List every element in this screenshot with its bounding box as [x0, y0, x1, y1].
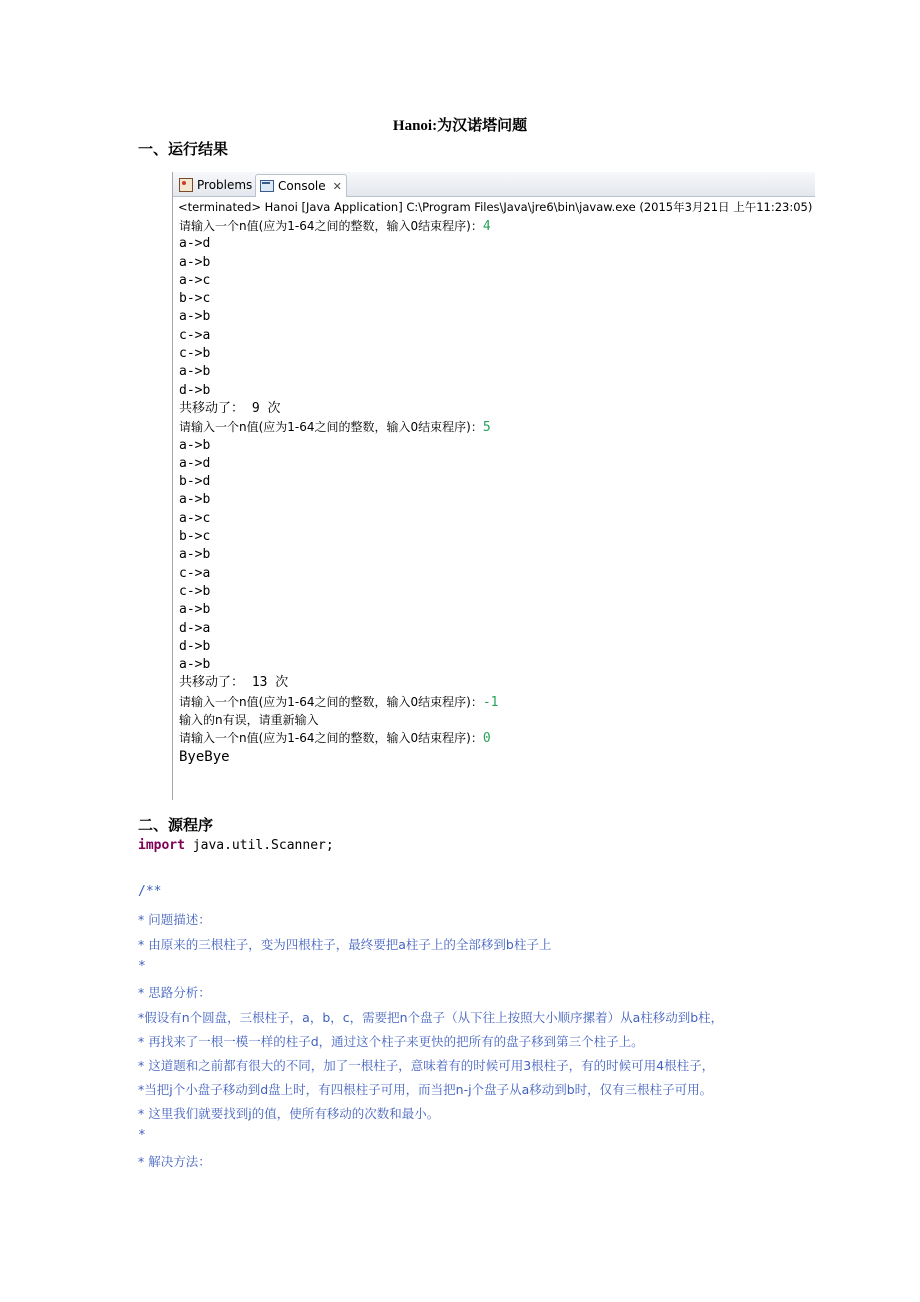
- console-status-line: <terminated> Hanoi [Java Application] C:\Program Files\Java\jre6\bin\javaw.exe (2015年3月21日 上午11:23:05): [178, 200, 813, 214]
- comment-line: * 这道题和之前都有很大的不同，加了一根柱子，意味着有的时候可用3根柱子，有的时候可用4根柱子，: [138, 1058, 715, 1073]
- comment-line: *: [138, 959, 146, 974]
- comment-line: * 问题描述：: [138, 912, 211, 927]
- user-input-value: -1: [482, 694, 499, 710]
- move-line: a->c: [179, 272, 211, 288]
- move-line: c->a: [179, 565, 211, 581]
- move-line: d->a: [179, 620, 211, 636]
- move-line: a->d: [179, 455, 211, 471]
- move-line: c->b: [179, 346, 211, 362]
- move-line: a->d: [179, 236, 211, 252]
- move-line: a->c: [179, 510, 211, 526]
- prompt-line: [179, 729, 499, 747]
- move-line: b->d: [179, 474, 211, 490]
- user-input-value: 4: [482, 219, 491, 234]
- user-input-value: 0: [482, 731, 491, 747]
- move-line: c->b: [179, 583, 211, 599]
- tab-console[interactable]: [255, 174, 347, 197]
- user-input-value: 5: [482, 420, 491, 436]
- console-icon: [260, 180, 274, 192]
- error-message-line: 输入的n有误，请重新输入: [179, 713, 319, 728]
- comment-line: *当把j个小盘子移动到d盘上时，有四根柱子可用，而当把n-j个盘子从a移动到b时，仅有三根柱子可用。: [138, 1082, 713, 1097]
- move-line: a->b: [179, 309, 211, 325]
- problems-icon: [179, 178, 193, 192]
- prompt-text: 请输入一个n值(应为1-64之间的整数，输入0结束程序)：: [179, 219, 483, 233]
- move-line: b->c: [179, 529, 211, 545]
- comment-line: * 解决方法：: [138, 1154, 211, 1169]
- tab-problems-label: Problems: [197, 178, 253, 192]
- prompt-text: 请输入一个n值(应为1-64之间的整数，输入0结束程序)：: [179, 731, 483, 746]
- move-line: d->b: [179, 638, 211, 654]
- close-icon[interactable]: ✕: [332, 179, 342, 193]
- section-heading-source: 二、源程序: [138, 816, 214, 834]
- prompt-text: 请输入一个n值(应为1-64之间的整数，输入0结束程序)：: [179, 420, 483, 435]
- import-keyword: import: [138, 838, 185, 853]
- prompt-line: [179, 217, 499, 235]
- comment-line: *: [138, 1128, 146, 1143]
- prompt-line: [179, 693, 499, 711]
- comment-line: * 由原来的三根柱子，变为四根柱子，最终要把a柱子上的全部移到b柱子上: [138, 937, 552, 952]
- move-line: a->b: [179, 602, 211, 618]
- move-line: b->c: [179, 291, 211, 307]
- comment-line: * 思路分析：: [138, 985, 211, 1000]
- move-line: a->b: [179, 657, 211, 673]
- bye-line: ByeBye: [179, 748, 230, 765]
- move-line: a->b: [179, 437, 211, 453]
- tab-console-label: Console: [278, 179, 326, 193]
- import-target: java.util.Scanner;: [184, 838, 334, 853]
- move-line: d->b: [179, 382, 211, 398]
- move-line: a->b: [179, 254, 211, 270]
- section-heading-results: 一、运行结果: [138, 140, 229, 158]
- console-panel: [172, 172, 815, 800]
- import-statement: [138, 838, 334, 853]
- move-line: a->b: [179, 492, 211, 508]
- document-title: Hanoi:为汉诺塔问题: [392, 118, 528, 134]
- prompt-line: [179, 418, 499, 436]
- comment-line: /**: [138, 884, 162, 899]
- move-count-line: 共移动了： 9 次: [179, 400, 281, 416]
- move-count-line: 共移动了： 13 次: [179, 675, 289, 691]
- comment-line: * 这里我们就要找到j的值，使所有移动的次数和最小。: [138, 1106, 440, 1121]
- console-output[interactable]: [179, 217, 499, 766]
- move-line: a->b: [179, 547, 211, 563]
- prompt-text: 请输入一个n值(应为1-64之间的整数，输入0结束程序)：: [179, 694, 483, 709]
- move-line: a->b: [179, 364, 211, 380]
- tab-problems[interactable]: [175, 174, 256, 196]
- view-tab-bar: [173, 172, 815, 197]
- move-line: c->a: [179, 327, 211, 343]
- comment-line: * 再找来了一根一模一样的柱子d，通过这个柱子来更快的把所有的盘子移到第三个柱子上。: [138, 1034, 644, 1049]
- comment-line: *假设有n个圆盘，三根柱子，a，b，c，需要把n个盘子（从下往上按照大小顺序摞着）从a柱移动到b柱，: [138, 1010, 724, 1025]
